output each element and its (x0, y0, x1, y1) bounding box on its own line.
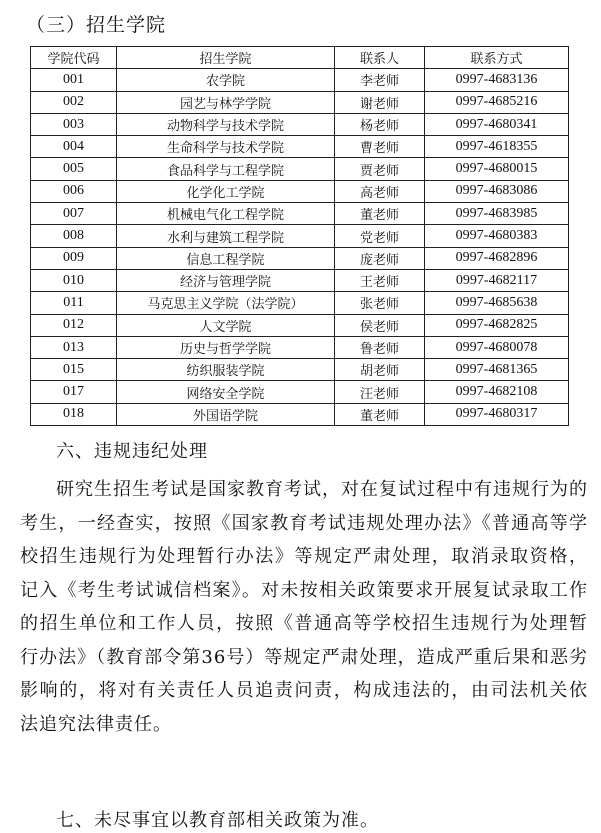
college-name: 化学化工学院 (117, 180, 335, 202)
header-phone: 联系方式 (425, 47, 569, 69)
table-row (31, 336, 569, 358)
contact-phone: 0997-4683985 (425, 203, 569, 225)
contact-phone: 0997-4680341 (425, 113, 569, 135)
table-row (31, 113, 569, 135)
contact-phone: 0997-4682896 (425, 247, 569, 269)
college-name: 机械电气化工程学院 (117, 203, 335, 225)
table-row (31, 403, 569, 425)
header-code: 学院代码 (31, 47, 117, 69)
college-code: 017 (31, 381, 117, 403)
college-name: 经济与管理学院 (117, 269, 335, 291)
contact-person: 汪老师 (335, 381, 425, 403)
table-row (31, 203, 569, 225)
contact-person: 高老师 (335, 180, 425, 202)
contact-person: 张老师 (335, 292, 425, 314)
contact-person: 王老师 (335, 269, 425, 291)
table-row (31, 269, 569, 291)
college-name: 马克思主义学院（法学院） (117, 292, 335, 314)
college-code: 009 (31, 247, 117, 269)
contact-person: 庞老师 (335, 247, 425, 269)
header-contact: 联系人 (335, 47, 425, 69)
contact-person: 党老师 (335, 225, 425, 247)
section7-heading: 七、未尽事宜以教育部相关政策为准。 (56, 810, 379, 831)
contact-person: 贾老师 (335, 158, 425, 180)
college-name: 外国语学院 (117, 403, 335, 425)
college-code: 010 (31, 269, 117, 291)
contact-person: 鲁老师 (335, 336, 425, 358)
college-code: 015 (31, 359, 117, 381)
college-name: 历史与哲学学院 (117, 336, 335, 358)
contact-phone: 0997-4683136 (425, 69, 569, 91)
table-row (31, 69, 569, 91)
college-name: 生命科学与技术学院 (117, 136, 335, 158)
table-row (31, 91, 569, 113)
section6-heading: 六、违规违纪处理 (56, 441, 208, 462)
section-heading: （三）招生学院 (26, 14, 167, 36)
contact-phone: 0997-4682825 (425, 314, 569, 336)
college-code: 003 (31, 113, 117, 135)
college-code: 002 (31, 91, 117, 113)
table-row (31, 180, 569, 202)
table-row (31, 158, 569, 180)
college-code: 012 (31, 314, 117, 336)
table-row (31, 359, 569, 381)
college-name: 人文学院 (117, 314, 335, 336)
college-code: 011 (31, 292, 117, 314)
contact-person: 董老师 (335, 403, 425, 425)
college-name: 纺织服装学院 (117, 359, 335, 381)
contact-person: 李老师 (335, 69, 425, 91)
contact-phone: 0997-4618355 (425, 136, 569, 158)
college-code: 005 (31, 158, 117, 180)
contact-phone: 0997-4685638 (425, 292, 569, 314)
college-code: 018 (31, 403, 117, 425)
table-row (31, 314, 569, 336)
contact-phone: 0997-4685216 (425, 91, 569, 113)
contact-phone: 0997-4680317 (425, 403, 569, 425)
contact-phone: 0997-4682117 (425, 269, 569, 291)
college-name: 动物科学与技术学院 (117, 113, 335, 135)
table-row (31, 225, 569, 247)
college-code: 007 (31, 203, 117, 225)
contact-person: 杨老师 (335, 113, 425, 135)
contact-person: 胡老师 (335, 359, 425, 381)
contact-phone: 0997-4683086 (425, 180, 569, 202)
college-name: 农学院 (117, 69, 335, 91)
table-row (31, 136, 569, 158)
contact-phone: 0997-4682108 (425, 381, 569, 403)
contact-person: 董老师 (335, 203, 425, 225)
contact-phone: 0997-4681365 (425, 359, 569, 381)
contact-phone: 0997-4680015 (425, 158, 569, 180)
contact-person: 曹老师 (335, 136, 425, 158)
table-body (31, 69, 569, 426)
college-name: 水利与建筑工程学院 (117, 225, 335, 247)
college-name: 网络安全学院 (117, 381, 335, 403)
college-code: 004 (31, 136, 117, 158)
college-code: 006 (31, 180, 117, 202)
colleges-table (30, 46, 569, 426)
section6-body: 研究生招生考试是国家教育考试，对在复试过程中有违规行为的考生，一经查实，按照《国家教育考试违规处理办法》《普通高等学校招生违规行为处理暂行办法》等规定严肃处理，取消录取资格，记入《考生考试诚信档案》。对未按相关政策要求开展复试录取工作的招生单位和工作人员，按照《普通高等学校招生违规行为处理暂行办法》（教育部令第36号）等规定严肃处理，造成严重后果和恶劣影响的，将对有关责任人员追责问责，构成违法的，由司法机关依法追究法律责任。 (20, 479, 588, 735)
table-row (31, 247, 569, 269)
contact-phone: 0997-4680078 (425, 336, 569, 358)
college-code: 001 (31, 69, 117, 91)
college-code: 013 (31, 336, 117, 358)
college-name: 信息工程学院 (117, 247, 335, 269)
table-row (31, 292, 569, 314)
table-header-row (31, 47, 569, 69)
college-code: 008 (31, 225, 117, 247)
college-name: 园艺与林学学院 (117, 91, 335, 113)
contact-person: 谢老师 (335, 91, 425, 113)
table-row (31, 381, 569, 403)
header-college: 招生学院 (117, 47, 335, 69)
contact-phone: 0997-4680383 (425, 225, 569, 247)
college-name: 食品科学与工程学院 (117, 158, 335, 180)
contact-person: 侯老师 (335, 314, 425, 336)
